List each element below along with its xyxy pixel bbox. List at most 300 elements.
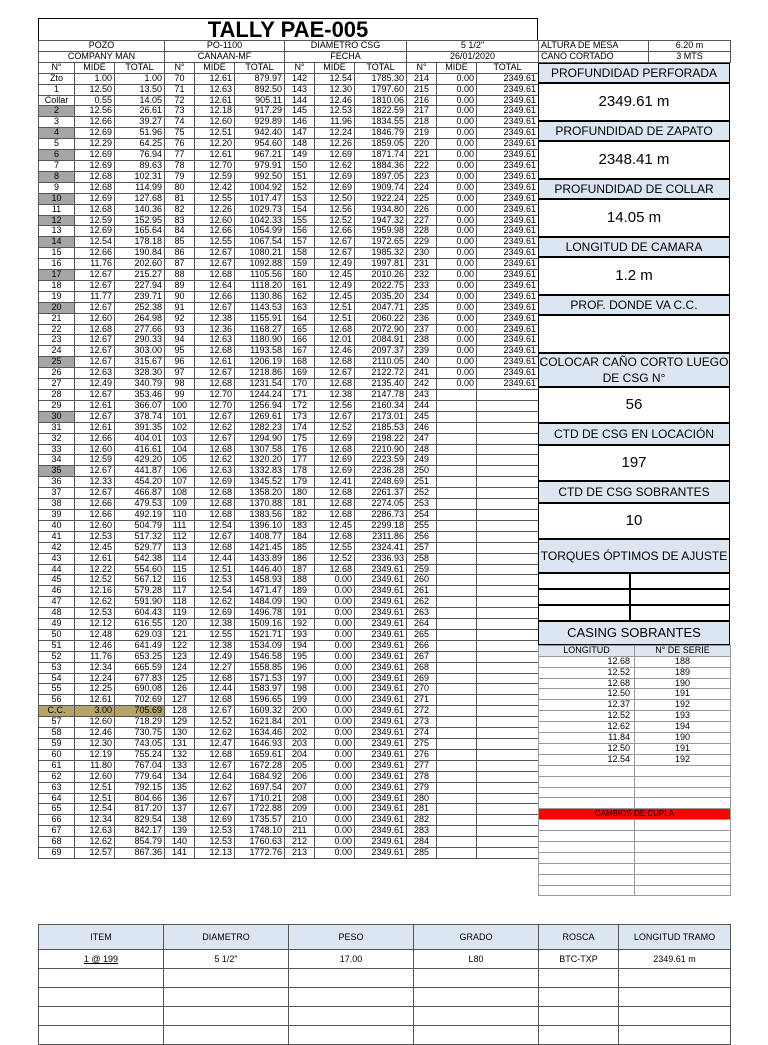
joint-number: 260 xyxy=(407,575,437,586)
joint-length: 0.00 xyxy=(315,629,355,640)
joint-total: 2236.28 xyxy=(355,466,407,477)
joint-total: 604.43 xyxy=(115,608,165,619)
joint-length: 12.60 xyxy=(195,215,235,226)
joint-number: 91 xyxy=(165,302,195,313)
joint-number: 64 xyxy=(39,793,75,804)
joint-number: 229 xyxy=(407,237,437,248)
joint-total: 1810.06 xyxy=(355,95,407,106)
joint-total: 391.35 xyxy=(115,422,165,433)
table-row xyxy=(39,346,539,357)
bottom-value: L80 xyxy=(414,950,539,969)
joint-length: 12.69 xyxy=(315,150,355,161)
joint-total: 2349.61 xyxy=(355,826,407,837)
joint-number: 226 xyxy=(407,204,437,215)
joint-number: 231 xyxy=(407,259,437,270)
joint-total xyxy=(477,684,539,695)
joint-length: 0.00 xyxy=(315,804,355,815)
sobrantes-row xyxy=(539,656,731,667)
joint-total: 64.25 xyxy=(115,139,165,150)
joint-number: 67 xyxy=(39,826,75,837)
joint-total: 2349.61 xyxy=(355,608,407,619)
joint-length: 12.59 xyxy=(195,171,235,182)
joint-number: 232 xyxy=(407,270,437,281)
joint-length: 12.38 xyxy=(195,313,235,324)
joint-number: 135 xyxy=(165,782,195,793)
empty-cell xyxy=(635,820,731,831)
joint-length: 12.60 xyxy=(75,771,115,782)
joint-total: 114.99 xyxy=(115,182,165,193)
joint-length: 0.55 xyxy=(75,95,115,106)
joint-length xyxy=(437,804,477,815)
joint-number: 5 xyxy=(39,139,75,150)
joint-number: 185 xyxy=(285,542,315,553)
joint-total: 1797.60 xyxy=(355,84,407,95)
joint-total: 1143.53 xyxy=(235,302,285,313)
joint-total: 2349.61 xyxy=(355,771,407,782)
joint-length xyxy=(437,586,477,597)
joint-total: 2349.61 xyxy=(355,640,407,651)
joint-total xyxy=(477,640,539,651)
joint-number: 29 xyxy=(39,400,75,411)
torque-cell xyxy=(630,573,730,589)
table-row xyxy=(39,608,539,619)
joint-length xyxy=(437,520,477,531)
joint-length: 12.68 xyxy=(75,204,115,215)
joint-number: 83 xyxy=(165,215,195,226)
joint-length: 12.19 xyxy=(75,749,115,760)
joint-number: 218 xyxy=(407,117,437,128)
joint-total: 867.36 xyxy=(115,848,165,859)
joint-length: 12.66 xyxy=(75,433,115,444)
joint-number: 119 xyxy=(165,608,195,619)
joint-total: 1294.90 xyxy=(235,433,285,444)
joint-total: 2349.61 xyxy=(477,193,539,204)
joint-total: 2349.61 xyxy=(355,684,407,695)
joint-number: 209 xyxy=(285,804,315,815)
joint-number: 237 xyxy=(407,324,437,335)
joint-length: 0.00 xyxy=(437,346,477,357)
joint-total xyxy=(477,760,539,771)
joint-length: 12.69 xyxy=(75,160,115,171)
joint-number: 93 xyxy=(165,324,195,335)
joint-total xyxy=(477,782,539,793)
joint-total: 629.03 xyxy=(115,629,165,640)
joint-length: 12.66 xyxy=(75,117,115,128)
joint-total: 2349.61 xyxy=(355,695,407,706)
sobrantes-row xyxy=(539,885,731,896)
joint-number: 282 xyxy=(407,815,437,826)
column-header: TOTAL xyxy=(115,62,165,73)
info-cell: 5 1/2" xyxy=(407,41,539,52)
joint-number: 162 xyxy=(285,291,315,302)
joint-number: 98 xyxy=(165,379,195,390)
joint-length: 12.52 xyxy=(195,717,235,728)
joint-number: 234 xyxy=(407,291,437,302)
joint-length: 12.51 xyxy=(315,313,355,324)
joint-length xyxy=(437,564,477,575)
table-row xyxy=(39,248,539,259)
joint-length xyxy=(437,531,477,542)
joint-number: 118 xyxy=(165,597,195,608)
joint-length: 3.00 xyxy=(75,706,115,717)
joint-total: 2349.61 xyxy=(477,270,539,281)
joint-total: 277.66 xyxy=(115,324,165,335)
joint-length: 12.49 xyxy=(195,651,235,662)
joint-total: 1383.56 xyxy=(235,509,285,520)
joint-number: 11 xyxy=(39,204,75,215)
joint-total: 2349.61 xyxy=(355,706,407,717)
joint-number: 55 xyxy=(39,684,75,695)
column-header: MIDE xyxy=(437,62,477,73)
joint-total: 1042.33 xyxy=(235,215,285,226)
joint-length: 12.50 xyxy=(315,193,355,204)
joint-length: 0.00 xyxy=(315,848,355,859)
joint-length: 12.29 xyxy=(75,139,115,150)
joint-total: 2349.61 xyxy=(355,782,407,793)
joint-number: 248 xyxy=(407,444,437,455)
joint-number: 208 xyxy=(285,793,315,804)
joint-number: 224 xyxy=(407,182,437,193)
joint-total: 441.87 xyxy=(115,466,165,477)
table-row xyxy=(39,313,539,324)
joint-total: 2349.61 xyxy=(477,204,539,215)
joint-number: 246 xyxy=(407,422,437,433)
joint-length: 12.68 xyxy=(315,531,355,542)
joint-total: 2349.61 xyxy=(355,804,407,815)
joint-length: 12.61 xyxy=(75,422,115,433)
joint-total xyxy=(477,499,539,510)
joint-length: 12.67 xyxy=(75,466,115,477)
joint-length: 12.46 xyxy=(75,728,115,739)
joint-number: 27 xyxy=(39,379,75,390)
joint-total: 1067.54 xyxy=(235,237,285,248)
joint-number: 194 xyxy=(285,640,315,651)
joint-length: 0.00 xyxy=(437,280,477,291)
joint-total: 1307.58 xyxy=(235,444,285,455)
joint-total xyxy=(477,728,539,739)
joint-total: 2349.61 xyxy=(477,117,539,128)
joint-total: 1054.99 xyxy=(235,226,285,237)
sobrantes-row xyxy=(539,711,731,722)
joint-length xyxy=(437,837,477,848)
info-cell: FECHA xyxy=(285,51,407,62)
joint-number: 277 xyxy=(407,760,437,771)
sobrantes-header: LONGITUD xyxy=(539,645,635,656)
empty-cell xyxy=(289,988,414,1007)
joint-number: 58 xyxy=(39,728,75,739)
joint-total: 1634.46 xyxy=(235,728,285,739)
joint-length: 12.67 xyxy=(75,280,115,291)
table-row xyxy=(39,193,539,204)
table-row xyxy=(39,575,539,586)
joint-total: 1710.21 xyxy=(235,793,285,804)
info-row-right xyxy=(539,41,731,52)
joint-number: 25 xyxy=(39,357,75,368)
joint-total: 2185.53 xyxy=(355,422,407,433)
empty-cell xyxy=(619,988,731,1007)
joint-total: 353.46 xyxy=(115,390,165,401)
bottom-empty-row xyxy=(39,988,731,1007)
column-header: TOTAL xyxy=(355,62,407,73)
joint-length: 12.68 xyxy=(195,488,235,499)
joint-number: 101 xyxy=(165,411,195,422)
joint-number: 42 xyxy=(39,542,75,553)
joint-length: 12.55 xyxy=(315,542,355,553)
joint-length: 12.54 xyxy=(195,586,235,597)
joint-length: 12.67 xyxy=(195,302,235,313)
joint-number: 217 xyxy=(407,106,437,117)
joint-number: 161 xyxy=(285,280,315,291)
summary-label: TORQUES ÓPTIMOS DE AJUSTE xyxy=(538,539,730,573)
joint-length: 12.69 xyxy=(75,128,115,139)
table-row xyxy=(39,106,539,117)
joint-total: 2349.61 xyxy=(355,597,407,608)
joint-length xyxy=(437,477,477,488)
joint-total: 1080.21 xyxy=(235,248,285,259)
joint-length: 0.00 xyxy=(437,204,477,215)
joint-number: 105 xyxy=(165,455,195,466)
joint-length: 12.66 xyxy=(315,226,355,237)
joint-number: 14 xyxy=(39,237,75,248)
joint-number: 140 xyxy=(165,837,195,848)
joint-total: 2349.61 xyxy=(477,368,539,379)
joint-length: 12.67 xyxy=(315,368,355,379)
joint-length: 12.69 xyxy=(195,608,235,619)
joint-total: 1206.19 xyxy=(235,357,285,368)
summary-bottom-table xyxy=(38,924,731,1045)
joint-length: 12.52 xyxy=(315,422,355,433)
joint-total: 2097.37 xyxy=(355,346,407,357)
bottom-empty-row xyxy=(39,1007,731,1026)
joint-length: 12.68 xyxy=(315,564,355,575)
joint-length: 12.34 xyxy=(75,815,115,826)
joint-length: 12.62 xyxy=(195,455,235,466)
joint-length: 12.56 xyxy=(315,204,355,215)
joint-length: 12.45 xyxy=(75,542,115,553)
joint-total: 929.89 xyxy=(235,117,285,128)
joint-number: 192 xyxy=(285,619,315,630)
joint-length: 12.67 xyxy=(315,248,355,259)
joint-total: 1871.74 xyxy=(355,150,407,161)
sobrantes-serial: 193 xyxy=(635,711,731,722)
joint-length: 12.68 xyxy=(195,673,235,684)
joint-length: 12.69 xyxy=(315,171,355,182)
joint-total: 2349.61 xyxy=(355,575,407,586)
joint-total: 2349.61 xyxy=(477,226,539,237)
joint-total: 2349.61 xyxy=(355,564,407,575)
empty-cell xyxy=(289,1026,414,1045)
joint-total: 2010.26 xyxy=(355,270,407,281)
tally-table xyxy=(38,40,539,859)
page-title: TALLY PAE-005 xyxy=(38,18,538,40)
joint-length: 12.69 xyxy=(315,433,355,444)
joint-length: 0.00 xyxy=(315,728,355,739)
bottom-header: GRADO xyxy=(414,925,539,950)
sobrantes-row xyxy=(539,678,731,689)
joint-total: 1269.61 xyxy=(235,411,285,422)
empty-cell xyxy=(289,969,414,988)
joint-total: 1772.76 xyxy=(235,848,285,859)
column-header: N° xyxy=(407,62,437,73)
joint-total: 2223.59 xyxy=(355,455,407,466)
joint-number: 183 xyxy=(285,520,315,531)
joint-length: 0.00 xyxy=(315,684,355,695)
joint-length xyxy=(437,684,477,695)
joint-total: 2349.61 xyxy=(477,128,539,139)
joint-total: 1471.47 xyxy=(235,586,285,597)
joint-length xyxy=(437,542,477,553)
joint-total: 979.91 xyxy=(235,160,285,171)
joint-length xyxy=(437,444,477,455)
joint-length: 12.25 xyxy=(75,684,115,695)
joint-number: 56 xyxy=(39,695,75,706)
joint-total: 2349.61 xyxy=(477,237,539,248)
joint-total: 792.15 xyxy=(115,782,165,793)
joint-length: 0.00 xyxy=(315,782,355,793)
joint-number: 184 xyxy=(285,531,315,542)
joint-total: 2349.61 xyxy=(477,335,539,346)
torque-cell xyxy=(538,573,630,589)
empty-cell xyxy=(539,874,635,885)
joint-length: 12.70 xyxy=(195,390,235,401)
joint-number: 180 xyxy=(285,488,315,499)
table-row xyxy=(39,520,539,531)
joint-length: 12.68 xyxy=(75,171,115,182)
joint-number: 276 xyxy=(407,749,437,760)
joint-length: 12.53 xyxy=(195,575,235,586)
joint-number: 95 xyxy=(165,346,195,357)
joint-length: 12.61 xyxy=(195,73,235,84)
joint-length: 12.63 xyxy=(195,335,235,346)
joint-number: 99 xyxy=(165,390,195,401)
joint-number: Collar xyxy=(39,95,75,106)
joint-length: 0.00 xyxy=(437,291,477,302)
joint-total: 1909.74 xyxy=(355,182,407,193)
joint-number: 9 xyxy=(39,182,75,193)
joint-number: 281 xyxy=(407,804,437,815)
joint-number: 117 xyxy=(165,586,195,597)
joint-number: 43 xyxy=(39,553,75,564)
joint-length: 0.00 xyxy=(437,160,477,171)
joint-length xyxy=(437,662,477,673)
table-row xyxy=(39,150,539,161)
joint-total: 14.05 xyxy=(115,95,165,106)
joint-length: 0.00 xyxy=(315,695,355,706)
joint-length: 12.26 xyxy=(195,204,235,215)
joint-total: 26.61 xyxy=(115,106,165,117)
joint-total: 140.36 xyxy=(115,204,165,215)
joint-total: 340.79 xyxy=(115,379,165,390)
joint-total: 542.38 xyxy=(115,553,165,564)
joint-number: 247 xyxy=(407,433,437,444)
joint-length: 0.00 xyxy=(437,117,477,128)
joint-number: 61 xyxy=(39,760,75,771)
info-cell: PO-1100 xyxy=(165,41,285,52)
table-row xyxy=(39,139,539,150)
joint-number: 225 xyxy=(407,193,437,204)
joint-number: 263 xyxy=(407,608,437,619)
joint-total: 2349.61 xyxy=(355,739,407,750)
joint-length: 0.00 xyxy=(437,215,477,226)
joint-length: 0.00 xyxy=(315,771,355,782)
joint-number: 104 xyxy=(165,444,195,455)
joint-number: 187 xyxy=(285,564,315,575)
sobrantes-serial: 191 xyxy=(635,689,731,700)
joint-number: 155 xyxy=(285,215,315,226)
bottom-value: 17.00 xyxy=(289,950,414,969)
joint-total: 303.00 xyxy=(115,346,165,357)
joint-total: 1168.27 xyxy=(235,324,285,335)
joint-total: 567.12 xyxy=(115,575,165,586)
joint-length: 12.63 xyxy=(195,466,235,477)
joint-length xyxy=(437,575,477,586)
joint-length: 12.67 xyxy=(195,433,235,444)
info-cell: 26/01/2020 xyxy=(407,51,539,62)
joint-number: 189 xyxy=(285,586,315,597)
joint-number: C.C. xyxy=(39,706,75,717)
joint-number: 250 xyxy=(407,466,437,477)
joint-total: 2349.61 xyxy=(355,815,407,826)
joint-total: 2336.93 xyxy=(355,553,407,564)
joint-total: 1760.63 xyxy=(235,837,285,848)
joint-number: 13 xyxy=(39,226,75,237)
joint-length: 12.68 xyxy=(195,444,235,455)
joint-total: 51.96 xyxy=(115,128,165,139)
joint-length: 0.00 xyxy=(315,597,355,608)
summary-panel xyxy=(538,40,730,896)
joint-number: 57 xyxy=(39,717,75,728)
joint-number: 170 xyxy=(285,379,315,390)
torque-cell xyxy=(630,589,730,605)
joint-total: 1722.88 xyxy=(235,804,285,815)
joint-number: 203 xyxy=(285,739,315,750)
joint-total: 1496.78 xyxy=(235,608,285,619)
table-row xyxy=(39,717,539,728)
joint-total xyxy=(477,455,539,466)
joint-number: 153 xyxy=(285,193,315,204)
column-header: MIDE xyxy=(315,62,355,73)
joint-number: 167 xyxy=(285,346,315,357)
joint-number: 265 xyxy=(407,629,437,640)
joint-total xyxy=(477,673,539,684)
joint-number: 28 xyxy=(39,390,75,401)
joint-number: 15 xyxy=(39,248,75,259)
joint-total: 829.54 xyxy=(115,815,165,826)
summary-value xyxy=(538,315,730,353)
bottom-value: BTC-TXP xyxy=(539,950,619,969)
joint-total: 215.27 xyxy=(115,270,165,281)
joint-length: 12.67 xyxy=(75,488,115,499)
joint-total: 492.19 xyxy=(115,509,165,520)
table-row xyxy=(39,477,539,488)
joint-length: 12.24 xyxy=(75,673,115,684)
joint-number: 3 xyxy=(39,117,75,128)
joint-number: 258 xyxy=(407,553,437,564)
table-row xyxy=(39,728,539,739)
joint-length: 12.69 xyxy=(315,455,355,466)
joint-length: 12.48 xyxy=(75,629,115,640)
torques-grid xyxy=(538,573,730,621)
joint-length xyxy=(437,793,477,804)
joint-total: 2110.05 xyxy=(355,357,407,368)
joint-total: 1332.83 xyxy=(235,466,285,477)
info-cell: POZO xyxy=(39,41,165,52)
joint-length: 12.57 xyxy=(75,848,115,859)
torque-cell xyxy=(538,605,630,621)
joint-total: 328.30 xyxy=(115,368,165,379)
bottom-header-row xyxy=(39,925,731,950)
joint-total: 690.08 xyxy=(115,684,165,695)
